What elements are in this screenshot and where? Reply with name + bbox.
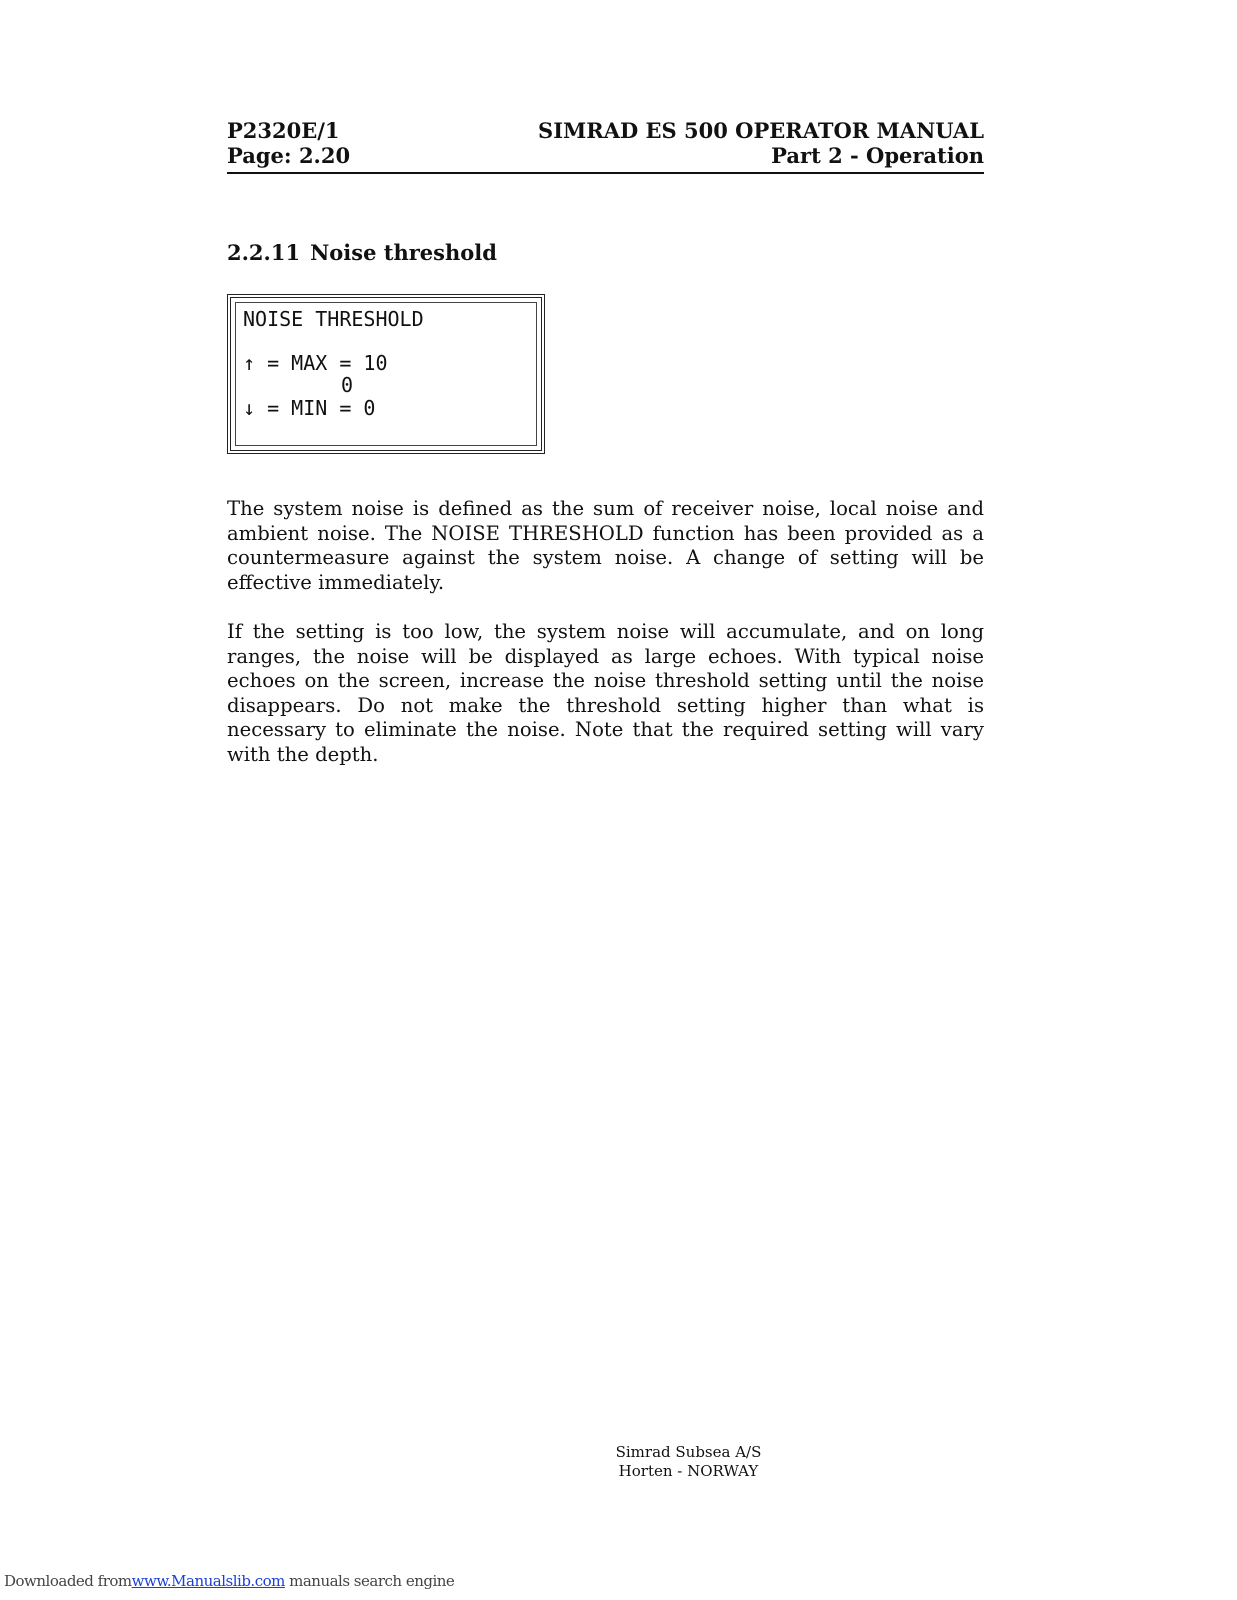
manual-title: SIMRAD ES 500 OPERATOR MANUAL [538,118,984,143]
manualslib-link[interactable]: www.Manualslib.com [131,1572,285,1590]
section-number: 2.2.11 [227,240,301,265]
footer [0,1443,1237,1481]
footer-company: Simrad Subsea A/S [615,1443,762,1461]
paragraph-system-noise: The system noise is defined as the sum of receiver noise, local noise and ambient noise. The NOISE THRESHOLD function has been provided as a countermeasure against the system noise. A change of setting will be effective immediately. [227,497,984,594]
header-divider [227,172,984,174]
header-right [538,118,984,168]
watermark-prefix: Downloaded from [4,1572,132,1590]
page-number: Page: 2.20 [227,143,351,168]
paragraph-setting-advice: If the setting is too low, the system noise will accumulate, and on long ranges, the noise will be displayed as large echoes. With typical noise echoes on the screen, increase the noise threshold setting until the noise disappears. Do not make the threshold setting higher than what is necessary to eliminate the noise. Note that the required setting will vary with the depth. [227,620,984,766]
display-max-line: ↑ = MAX = 10 [243,351,388,375]
section-heading [227,240,497,266]
watermark-suffix: manuals search engine [284,1572,455,1590]
display-current-value: 0 [341,373,354,397]
noise-threshold-display [227,294,545,454]
part-title: Part 2 - Operation [771,143,984,168]
display-title: NOISE THRESHOLD [243,307,424,331]
document-id: P2320E/1 [227,118,340,143]
header-left [227,118,350,168]
display-min-line: ↓ = MIN = 0 [243,396,376,420]
footer-location: Horten - NORWAY [618,1462,759,1480]
download-watermark [4,1572,454,1590]
section-title: Noise threshold [310,240,497,265]
